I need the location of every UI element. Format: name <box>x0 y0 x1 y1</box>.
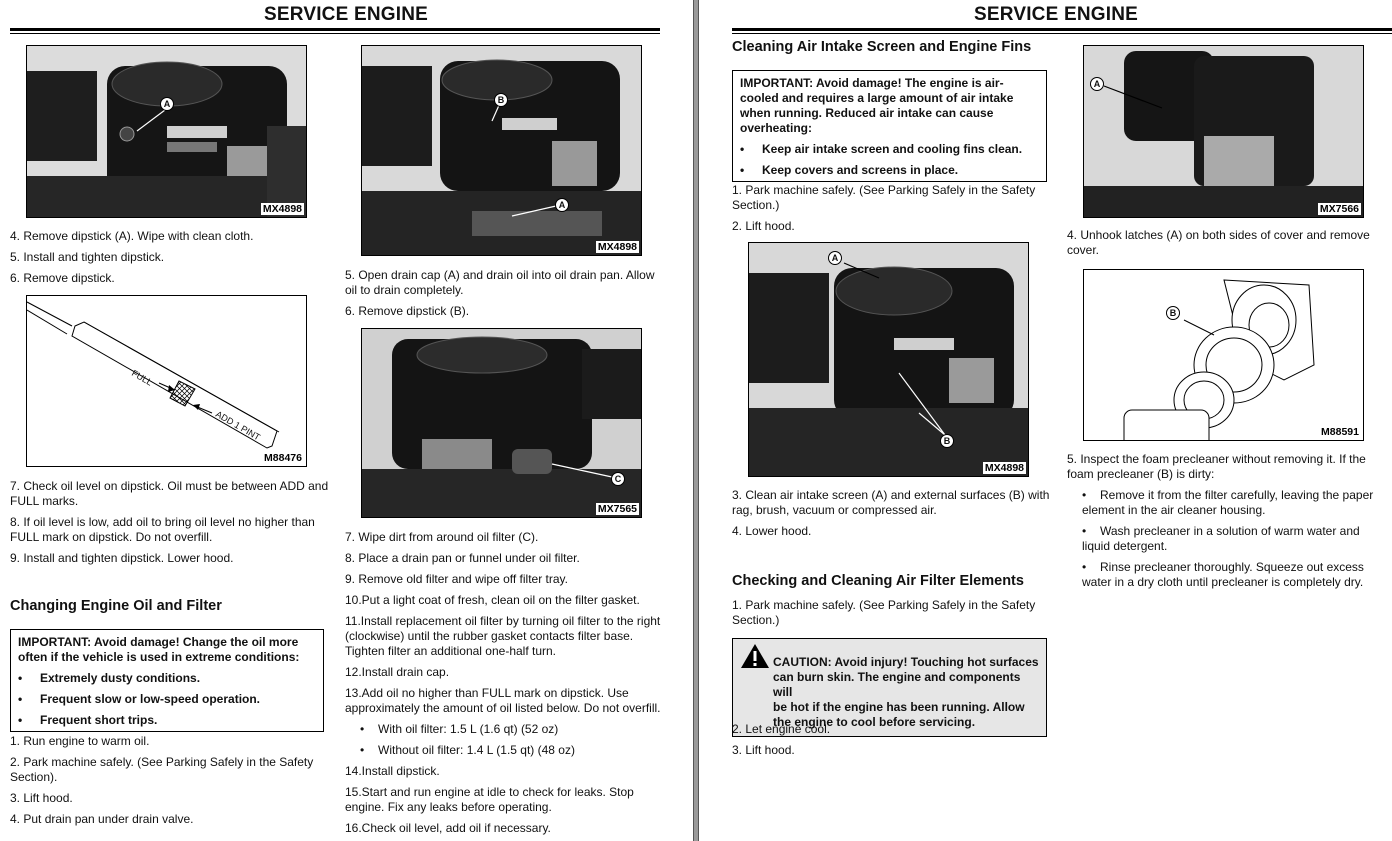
right-col1-steps-d <box>732 722 1052 764</box>
right-page <box>700 0 1392 841</box>
right-col1-steps-a <box>732 183 1052 240</box>
step: 3. Clean air intake screen (A) and external surfaces (B) with rag, brush, vacuum or compressed air. <box>732 488 1050 517</box>
left-col1-steps-b <box>10 479 330 572</box>
precleaner-bullet: • Remove it from the filter carefully, leaving the paper element in the air cleaner housing. <box>1082 488 1374 517</box>
page-divider <box>693 0 699 841</box>
title-rule <box>732 28 1392 34</box>
step: 5. Inspect the foam precleaner without removing it. If the foam precleaner (B) is dirty: <box>1067 452 1366 481</box>
precleaner-drawing <box>1083 269 1364 441</box>
callout-a: A <box>555 198 569 212</box>
caution-line: be hot if the engine has been running. Allow <box>773 700 1025 714</box>
important-bullet: • Extremely dusty conditions. <box>18 671 201 685</box>
right-col2-steps-a <box>1067 228 1387 264</box>
step: 15.Start and run engine at idle to check for leaks. Stop engine. Fix any leaks before operating. <box>345 785 634 814</box>
callout-b: B <box>494 93 508 107</box>
step: 6. Remove dipstick (B). <box>345 304 470 318</box>
step: 4. Remove dipstick (A). Wipe with clean cloth. <box>10 229 254 243</box>
step: 1. Run engine to warm oil. <box>10 734 150 748</box>
step: 9. Remove old filter and wipe off filter tray. <box>345 572 568 586</box>
important-notice-air-intake <box>732 70 1047 182</box>
important-bullet: • Frequent short trips. <box>18 713 158 727</box>
oil-capacity-bullet: • With oil filter: 1.5 L (1.6 qt) (52 oz) <box>360 722 559 736</box>
left-col2-steps-b <box>345 530 665 841</box>
engine-photo-dipstick <box>26 45 307 218</box>
warning-triangle-icon <box>740 643 770 669</box>
important-notice-oil <box>10 629 324 732</box>
precleaner-illustration <box>1084 270 1364 441</box>
engine-photo-oil-filter <box>361 328 642 518</box>
callout-b: B <box>1166 306 1180 320</box>
engine-photo-drain-cap <box>361 45 642 256</box>
section-heading-changing-oil: Changing Engine Oil and Filter <box>10 598 222 614</box>
callout-c: C <box>611 472 625 486</box>
step: 5. Open drain cap (A) and drain oil into oil drain pan. Allow oil to drain completely. <box>345 268 655 297</box>
figure-id: MX7565 <box>597 503 637 515</box>
add-mark-label: ADD 1 PINT <box>214 409 262 443</box>
step: 6. Remove dipstick. <box>10 271 115 285</box>
figure-id: MX7566 <box>1319 203 1359 215</box>
step: 12.Install drain cap. <box>345 665 450 679</box>
right-col1-steps-b <box>732 488 1052 545</box>
step: 4. Unhook latches (A) on both sides of cover and remove cover. <box>1067 228 1370 257</box>
step: 8. If oil level is low, add oil to bring oil level no higher than FULL mark on dipstick. Do not overfill. <box>10 515 315 544</box>
important-text: IMPORTANT: Avoid damage! The engine is air-cooled and requires a large amount of air intake when running. Reduced air intake can cause overheating: <box>740 76 1014 135</box>
figure-id: MX4898 <box>984 462 1024 474</box>
important-bullet: • Keep covers and screens in place. <box>740 163 959 177</box>
dipstick-illustration <box>27 296 307 467</box>
air-cleaner-illustration <box>1084 46 1364 218</box>
important-bullet: • Frequent slow or low-speed operation. <box>18 692 261 706</box>
step: 7. Check oil level on dipstick. Oil must be between ADD and FULL marks. <box>10 479 329 508</box>
precleaner-bullet: • Wash precleaner in a solution of warm water and liquid detergent. <box>1082 524 1360 553</box>
callout-b: B <box>940 434 954 448</box>
step: 13.Add oil no higher than FULL mark on dipstick. Use approximately the amount of oil listed below. Do not overfill. <box>345 686 661 715</box>
figure-id: M88476 <box>264 452 302 464</box>
page-title: SERVICE ENGINE <box>974 4 1138 25</box>
left-col1-steps-c <box>10 734 330 833</box>
step: 5. Install and tighten dipstick. <box>10 250 165 264</box>
title-rule <box>10 28 660 34</box>
step: 3. Lift hood. <box>732 743 795 757</box>
caution-line: can burn skin. The engine and components will <box>773 670 1021 699</box>
step: 1. Park machine safely. (See Parking Safely in the Safety Section.) <box>732 598 1036 627</box>
step: 14.Install dipstick. <box>345 764 440 778</box>
figure-id: MX4898 <box>597 241 637 253</box>
left-col1-steps-a <box>10 229 330 292</box>
engine-illustration <box>362 329 642 518</box>
important-text: IMPORTANT: Avoid damage! Change the oil more often if the vehicle is used in extreme conditions: <box>18 635 300 664</box>
figure-id: M88591 <box>1321 426 1359 438</box>
step: 4. Lower hood. <box>732 524 812 538</box>
step: 2. Lift hood. <box>732 219 795 233</box>
left-col2-steps-a <box>345 268 665 325</box>
step: 2. Let engine cool. <box>732 722 831 736</box>
caution-line: CAUTION: Avoid injury! Touching hot surfaces <box>773 655 1039 669</box>
right-col1-steps-c <box>732 598 1052 634</box>
engine-illustration <box>749 243 1029 477</box>
caution-line: the engine to cool before servicing. <box>773 715 976 729</box>
step: 2. Park machine safely. (See Parking Safely in the Safety Section). <box>10 755 314 784</box>
step: 4. Put drain pan under drain valve. <box>10 812 194 826</box>
step: 16.Check oil level, add oil if necessary. <box>345 821 551 835</box>
step: 8. Place a drain pan or funnel under oil filter. <box>345 551 580 565</box>
step: 9. Install and tighten dipstick. Lower hood. <box>10 551 234 565</box>
callout-a: A <box>160 97 174 111</box>
engine-illustration <box>362 46 642 256</box>
left-page <box>0 0 692 841</box>
section-heading-air-filter: Checking and Cleaning Air Filter Elements <box>732 573 1024 589</box>
page-gutter <box>692 0 700 841</box>
step: 7. Wipe dirt from around oil filter (C). <box>345 530 539 544</box>
precleaner-bullet: • Rinse precleaner thoroughly. Squeeze out excess water in a dry cloth until precleaner is completely dry. <box>1082 560 1364 589</box>
step: 1. Park machine safely. (See Parking Safely in the Safety Section.) <box>732 183 1036 212</box>
dipstick-drawing <box>26 295 307 467</box>
important-bullet: • Keep air intake screen and cooling fins clean. <box>740 142 1023 156</box>
full-mark-label: FULL <box>130 368 155 388</box>
section-heading-air-intake: Cleaning Air Intake Screen and Engine Fins <box>732 39 1032 55</box>
right-col2-steps-b <box>1067 452 1382 596</box>
engine-photo-air-intake <box>748 242 1029 477</box>
page-title: SERVICE ENGINE <box>264 4 428 25</box>
engine-illustration <box>27 46 307 218</box>
air-cleaner-cover-photo <box>1083 45 1364 218</box>
step: 11.Install replacement oil filter by turning oil filter to the right (clockwise) until the rubber gasket contacts filter base. Tighten filter an additional one-half turn. <box>345 614 661 658</box>
step: 3. Lift hood. <box>10 791 73 805</box>
oil-capacity-bullet: • Without oil filter: 1.4 L (1.5 qt) (48 oz) <box>360 743 575 757</box>
step: 10.Put a light coat of fresh, clean oil on the filter gasket. <box>345 593 640 607</box>
callout-a: A <box>828 251 842 265</box>
figure-id: MX4898 <box>262 203 302 215</box>
callout-a: A <box>1090 77 1104 91</box>
